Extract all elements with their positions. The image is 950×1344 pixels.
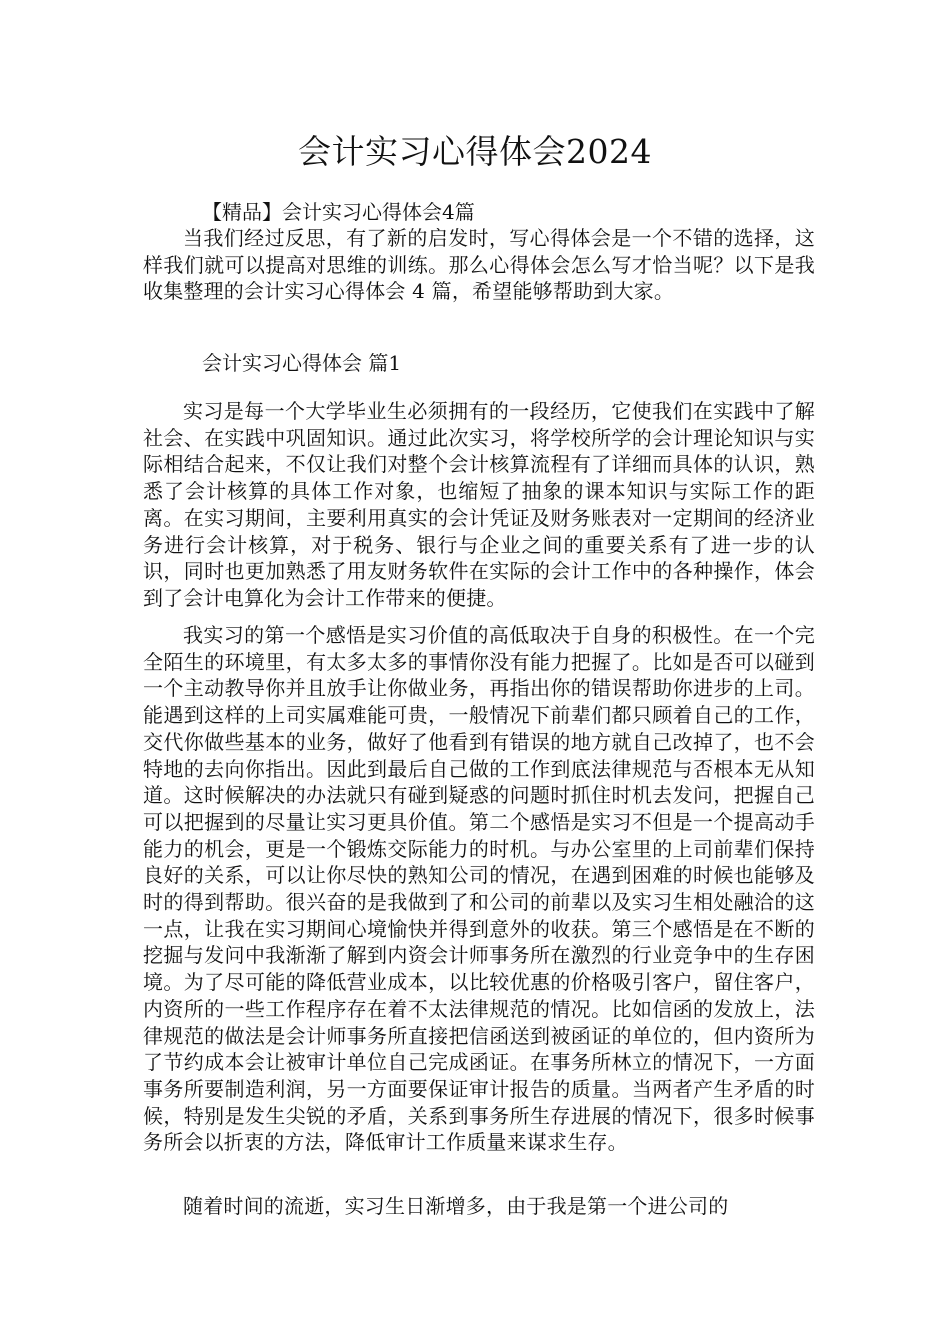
document-subtitle: 【精品】会计实习心得体会4篇 [202, 200, 475, 224]
intro-paragraph: 当我们经过反思，有了新的启发时，写心得体会是一个不错的选择，这样我们就可以提高对思维的训练。那么心得体会怎么写才恰当呢？以下是我收集整理的会计实习心得体会 4 篇，希望能够帮助到大家。 [143, 226, 815, 304]
body-paragraph: 实习是每一个大学毕业生必须拥有的一段经历，它使我们在实践中了解社会、在实践中巩固知识。通过此次实习，将学校所学的会计理论知识与实际相结合起来，不仅让我们对整个会计核算流程有了详细而具体的认识，熟悉了会计核算的具体工作对象，也缩短了抽象的课本知识与实际工作的距离。在实习期间，主要利用真实的会计凭证及财务账表对一定期间的经济业务进行会计核算，对于税务、银行与企业之间的重要关系有了进一步的认识，同时也更加熟悉了用友财务软件在实际的会计工作中的各种操作，体会到了会计电算化为会计工作带来的便捷。 [143, 399, 815, 610]
document-title: 会计实习心得体会2024 [298, 132, 652, 171]
section-heading: 会计实习心得体会 篇1 [202, 351, 402, 375]
body-paragraph: 我实习的第一个感悟是实习价值的高低取决于自身的积极性。在一个完全陌生的环境里，有太多太多的事情你没有能力把握了。比如是否可以碰到一个主动教导你并且放手让你做业务，再指出你的错误帮助你进步的上司。能遇到这样的上司实属难能可贵，一般情况下前辈们都只顾着自己的工作，交代你做些基本的业务，做好了他看到有错误的地方就自己改掉了，也不会特地的去向你指出。因此到最后自己做的工作到底法律规范与否根本无从知道。这时候解决的办法就只有碰到疑惑的问题时抓住时机去发问，把握自己可以把握到的尽量让实习更具价值。第二个感悟是实习不但是一个提高动手能力的机会，更是一个锻炼交际能力的时机。与办公室里的上司前辈们保持良好的关系，可以让你尽快的熟知公司的情况，在遇到困难的时候也能够及时的得到帮助。很兴奋的是我做到了和公司的前辈以及实习生相处融洽的这一点，让我在实习期间心境愉快并得到意外的收获。第三个感悟是在不断的挖掘与发问中我渐渐了解到内资会计师事务所在激烈的行业竞争中的生存困境。为了尽可能的降低营业成本，以比较优惠的价格吸引客户，留住客户，内资所的一些工作程序存在着不太法律规范的情况。比如信函的发放上，法律规范的做法是会计师事务所直接把信函送到被函证的单位的，但内资所为了节约成本会让被审计单位自己完成函证。在事务所林立的情况下，一方面事务所要制造利润，另一方面要保证审计报告的质量。当两者产生矛盾的时候，特别是发生尖锐的矛盾，关系到事务所生存进展的情况下，很多时候事务所会以折衷的方法，降低审计工作质量来谋求生存。 [143, 623, 815, 1155]
body-paragraph: 随着时间的流逝，实习生日渐增多，由于我是第一个进公司的 [183, 1194, 729, 1218]
